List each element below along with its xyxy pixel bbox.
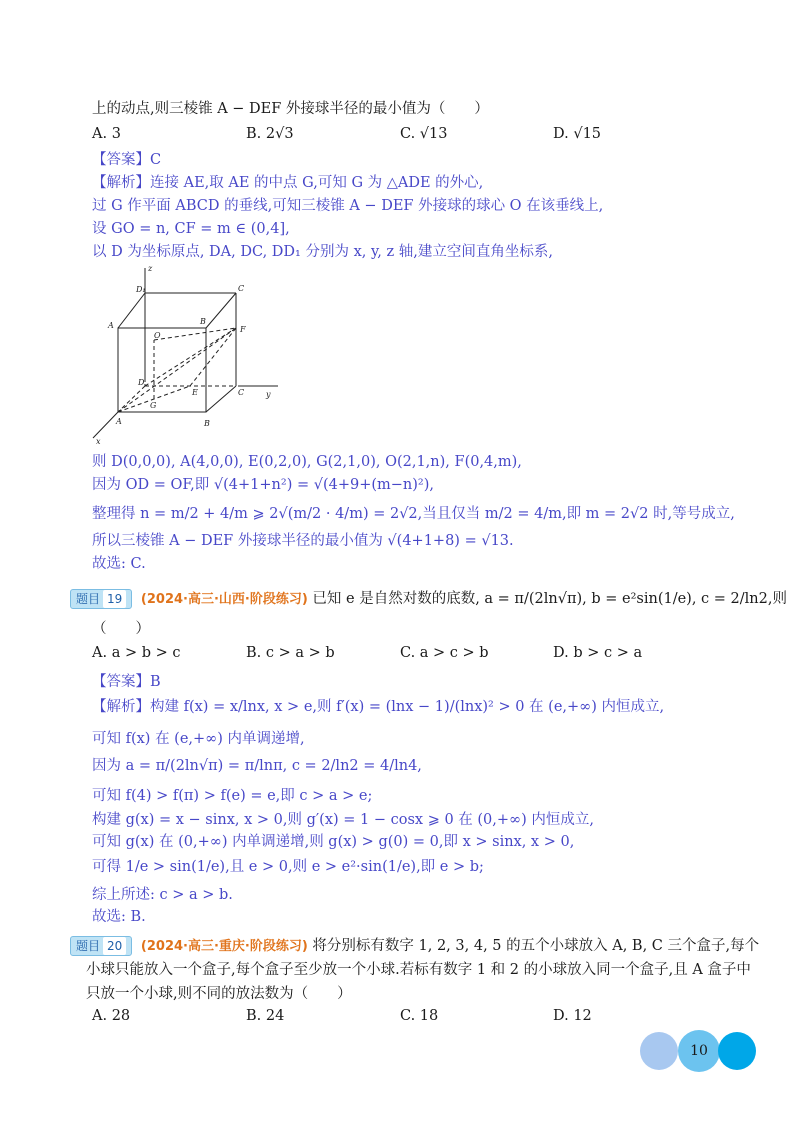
dashed-line-af — [118, 328, 236, 412]
q19-solution-line: 可知 f(4) > f(π) > f(e) = e,即 c > a > e; — [92, 788, 373, 804]
q19-solution-line: 构建 g(x) = x − sinx, x > 0,则 g′(x) = 1 − cosx ⩾ 0 在 (0,+∞) 内恒成立, — [92, 812, 594, 828]
page-decoration-circle — [718, 1032, 756, 1070]
q19-solution-line: 因为 a = π/(2ln√π) = π/lnπ, c = 2/ln2 = 4/ln4, — [92, 758, 422, 774]
label-b: B — [204, 419, 210, 428]
q19-stem-paren: （ ） — [92, 621, 150, 637]
label-a1: A — [108, 321, 114, 330]
label-g: G — [150, 401, 157, 410]
q19-option-a: A. a > b > c — [92, 645, 181, 661]
edge — [206, 293, 236, 328]
q19-answer: 【答案】B — [92, 674, 161, 690]
question-number: 19 — [103, 590, 126, 608]
q18-answer: 【答案】C — [92, 152, 162, 168]
label-o: O — [154, 331, 161, 340]
label-d1: D₁ — [136, 285, 146, 294]
cube-figure — [88, 262, 288, 446]
q18-solution-line: 设 GO = n, CF = m ∈ (0,4], — [92, 221, 290, 237]
q19-solution-line: 综上所述: c > a > b. — [92, 887, 233, 903]
label-z: z — [148, 264, 153, 273]
question-source: (2024·高三·山西·阶段练习) — [140, 592, 308, 607]
q18-option-d: D. √15 — [553, 126, 602, 142]
page-decoration-circle — [640, 1032, 678, 1070]
q18-solution-line: 【解析】连接 AE,取 AE 的中点 G,可知 G 为 △ADE 的外心, — [92, 175, 484, 191]
q20-stem-line: 只放一个小球,则不同的放法数为（ ） — [86, 986, 352, 1002]
question-number: 20 — [103, 937, 126, 955]
label-c1: C — [238, 284, 245, 293]
q20-header — [70, 935, 759, 958]
q19-solution-line: 故选: B. — [92, 909, 146, 925]
front-face — [118, 328, 206, 412]
q19-header — [70, 588, 787, 611]
q20-stem-line: 将分别标有数字 1, 2, 3, 4, 5 的五个小球放入 A, B, C 三个盒子,每个 — [312, 938, 760, 954]
q20-option-c: C. 18 — [400, 1008, 439, 1024]
q18-option-b: B. 2√3 — [246, 126, 294, 142]
label-e: E — [192, 388, 198, 397]
q18-solution-line: 因为 OD = OF,即 √(4+1+n²) = √(4+9+(m−n)²), — [92, 477, 434, 493]
label-a: A — [116, 417, 122, 426]
q18-option-c: C. √13 — [400, 126, 448, 142]
q18-solution-line: 整理得 n = m/2 + 4/m ⩾ 2√(m/2 · 4/m) = 2√2,当且仅当 m/2 = 4/m,即 m = 2√2 时,等号成立, — [92, 506, 735, 522]
q18-solution-line: 以 D 为坐标原点, DA, DC, DD₁ 分别为 x, y, z 轴,建立空间直角坐标系, — [92, 244, 553, 260]
q20-option-b: B. 24 — [246, 1008, 285, 1024]
x-axis — [93, 412, 118, 438]
q20-option-d: D. 12 — [553, 1008, 592, 1024]
q18-solution-line: 则 D(0,0,0), A(4,0,0), E(0,2,0), G(2,1,0), O(2,1,n), F(0,4,m), — [92, 454, 522, 470]
dashed-line-ef — [190, 328, 236, 386]
q18-stem-tail: 上的动点,则三棱锥 A − DEF 外接球半径的最小值为（ ） — [92, 101, 489, 117]
q18-solution-line: 故选: C. — [92, 556, 146, 572]
q20-option-a: A. 28 — [92, 1008, 131, 1024]
q19-solution-line: 可知 g(x) 在 (0,+∞) 内单调递增,则 g(x) > g(0) = 0,即 x > sinx, x > 0, — [92, 834, 575, 850]
dashed-line-of — [154, 328, 236, 340]
question-tag: 题目 19 — [70, 589, 132, 609]
q19-option-d: D. b > c > a — [553, 645, 643, 661]
label-f: F — [240, 325, 246, 334]
label-c: C — [238, 388, 245, 397]
q19-option-b: B. c > a > b — [246, 645, 335, 661]
edge — [206, 386, 236, 412]
q19-solution-line: 可知 f(x) 在 (e,+∞) 内单调递增, — [92, 731, 305, 747]
q18-option-a: A. 3 — [92, 126, 121, 142]
label-x: x — [96, 437, 101, 446]
label-d: D — [138, 378, 145, 387]
label-b1: B — [200, 317, 206, 326]
question-tag: 题目 20 — [70, 936, 132, 956]
q19-stem: 已知 e 是自然对数的底数, a = π/(2ln√π), b = e²sin(1/e), c = 2/ln2,则 — [312, 591, 787, 607]
question-source: (2024·高三·重庆·阶段练习) — [140, 939, 308, 954]
q19-solution-line: 可得 1/e > sin(1/e),且 e > 0,则 e > e²·sin(1/e),即 e > b; — [92, 859, 484, 875]
q18-solution-line: 所以三棱锥 A − DEF 外接球半径的最小值为 √(4+1+8) = √13. — [92, 533, 514, 549]
label-y: y — [266, 390, 271, 399]
q20-stem-line: 小球只能放入一个盒子,每个盒子至少放一个小球.若标有数字 1 和 2 的小球放入同一个盒子,且 A 盒子中 — [86, 962, 751, 978]
q18-solution-line: 过 G 作平面 ABCD 的垂线,可知三棱锥 A − DEF 外接球的球心 O 在该垂线上, — [92, 198, 604, 214]
edge — [118, 293, 145, 328]
q19-solution-line: 【解析】构建 f(x) = x/lnx, x > e,则 f′(x) = (lnx − 1)/(lnx)² > 0 在 (e,+∞) 内恒成立, — [92, 699, 665, 715]
hidden-edge — [118, 386, 145, 412]
page-number: 10 — [678, 1030, 720, 1072]
q19-option-c: C. a > c > b — [400, 645, 489, 661]
